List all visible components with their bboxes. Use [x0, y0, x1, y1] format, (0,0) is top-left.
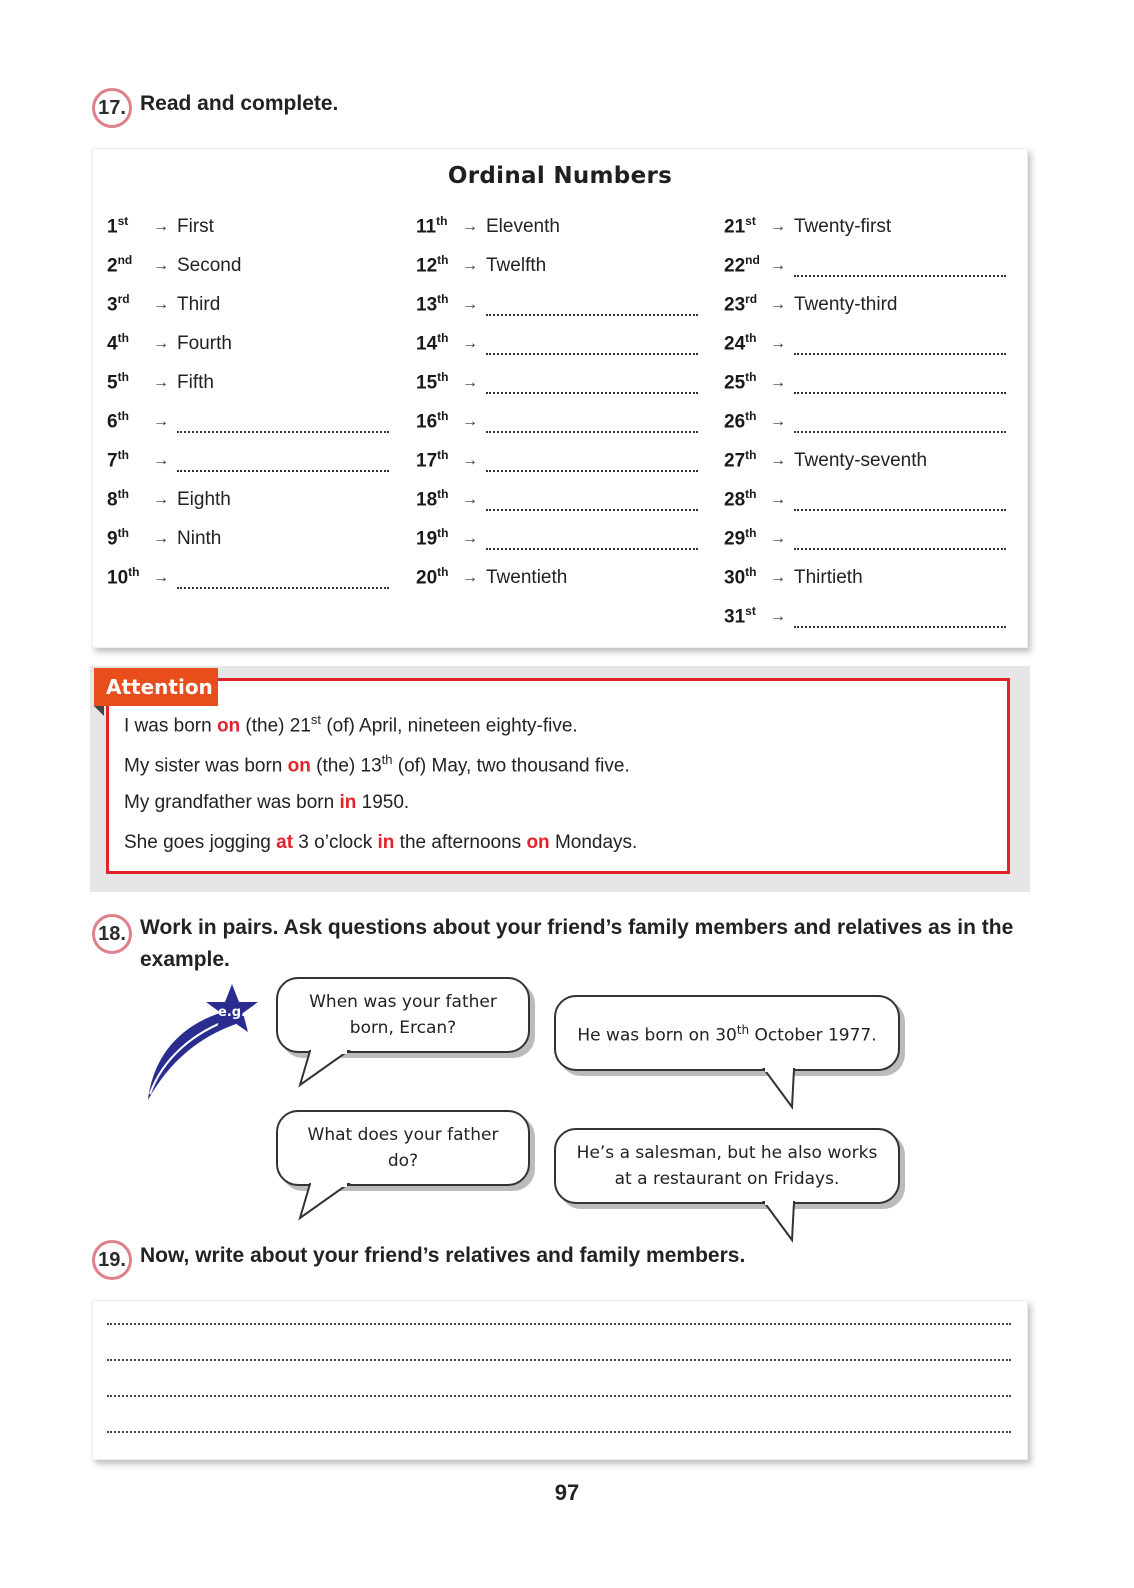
exercise-number-badge: 17. [92, 88, 132, 128]
arrow-icon: → [462, 334, 478, 352]
arrow-icon: → [770, 529, 786, 547]
ordinal-number: 20th [416, 565, 449, 589]
ordinal-number: 22nd [724, 253, 760, 277]
ordinal-number: 13th [416, 292, 449, 316]
arrow-icon: → [153, 334, 169, 352]
ordinal-number: 3rd [107, 292, 130, 316]
ordinal-number: 10th [107, 565, 140, 589]
ordinal-row [724, 324, 1006, 363]
ordinal-row [416, 480, 698, 519]
ordinal-number: 14th [416, 331, 449, 355]
ordinal-blank[interactable] [794, 612, 1006, 628]
ordinal-word: Third [177, 293, 221, 315]
ordinal-blank[interactable] [794, 417, 1006, 433]
ordinal-row [416, 324, 698, 363]
ordinal-row [107, 558, 389, 597]
ordinal-word: Eleventh [486, 215, 560, 237]
ordinal-blank[interactable] [486, 534, 698, 550]
speech-bubble-question-2 [276, 1110, 530, 1186]
ordinal-row [107, 441, 389, 480]
arrow-icon: → [153, 451, 169, 469]
ordinal-blank[interactable] [486, 417, 698, 433]
arrow-icon: → [770, 607, 786, 625]
attention-line-1: I was born on (the) 21st (of) April, nineteen eighty-five. [124, 712, 578, 737]
arrow-icon: → [153, 373, 169, 391]
ordinal-number: 21st [724, 214, 756, 238]
ordinal-blank[interactable] [794, 495, 1006, 511]
ordinal-row [724, 597, 1006, 636]
ordinal-blank[interactable] [794, 534, 1006, 550]
ordinal-row [724, 207, 1006, 246]
arrow-icon: → [770, 412, 786, 430]
arrow-icon: → [770, 490, 786, 508]
ordinal-row [416, 207, 698, 246]
arrow-icon: → [462, 412, 478, 430]
ordinal-word: Twenty-first [794, 215, 892, 237]
ordinal-column-1 [107, 207, 389, 597]
ordinal-row [724, 558, 1006, 597]
ordinal-number: 2nd [107, 253, 133, 277]
ordinal-row [724, 285, 1006, 324]
writing-line[interactable] [107, 1431, 1011, 1433]
ordinal-blank[interactable] [794, 339, 1006, 355]
arrow-icon: → [770, 568, 786, 586]
ordinal-number: 15th [416, 370, 449, 394]
exercise-number-badge: 18. [92, 914, 132, 954]
arrow-icon: → [462, 490, 478, 508]
example-star-icon [144, 982, 260, 1102]
writing-line[interactable] [107, 1359, 1011, 1361]
ordinal-number: 9th [107, 526, 129, 550]
arrow-icon: → [770, 451, 786, 469]
ordinal-number: 27th [724, 448, 757, 472]
arrow-icon: → [153, 217, 169, 235]
arrow-icon: → [770, 217, 786, 235]
exercise-19-header [92, 1240, 745, 1280]
ordinal-blank[interactable] [486, 300, 698, 316]
ordinal-word: Thirtieth [794, 566, 863, 588]
ordinal-row [416, 519, 698, 558]
ordinal-row [416, 558, 698, 597]
ordinal-row [416, 441, 698, 480]
ordinal-blank[interactable] [794, 261, 1006, 277]
ordinal-number: 19th [416, 526, 449, 550]
writing-area[interactable] [92, 1300, 1028, 1460]
arrow-icon: → [153, 529, 169, 547]
ordinal-column-2 [416, 207, 698, 597]
ordinal-number: 18th [416, 487, 449, 511]
ordinal-number: 16th [416, 409, 449, 433]
arrow-icon: → [153, 568, 169, 586]
ordinal-number: 6th [107, 409, 129, 433]
ordinal-row [107, 480, 389, 519]
ordinal-blank[interactable] [486, 339, 698, 355]
arrow-icon: → [462, 451, 478, 469]
bubble-text: He’s a salesman, but he also works at a restaurant on Fridays. [576, 1143, 878, 1189]
attention-line-3: My grandfather was born in 1950. [124, 792, 410, 813]
ordinal-row [107, 324, 389, 363]
ordinal-blank[interactable] [177, 417, 389, 433]
bubble-tail [296, 1051, 356, 1087]
arrow-icon: → [462, 373, 478, 391]
ordinal-blank[interactable] [486, 495, 698, 511]
ordinal-row [724, 363, 1006, 402]
arrow-icon: → [462, 529, 478, 547]
ordinal-title: Ordinal Numbers [447, 163, 673, 189]
ordinal-row [724, 246, 1006, 285]
bubble-text: What does your father do? [307, 1125, 499, 1171]
ordinal-word: Twelfth [486, 254, 547, 276]
ordinal-row [416, 402, 698, 441]
ordinal-number: 25th [724, 370, 757, 394]
arrow-icon: → [153, 295, 169, 313]
arrow-icon: → [770, 256, 786, 274]
ordinal-blank[interactable] [177, 456, 389, 472]
ordinal-number: 12th [416, 253, 449, 277]
ordinal-blank[interactable] [794, 378, 1006, 394]
bubble-tail [756, 1069, 806, 1111]
arrow-icon: → [770, 334, 786, 352]
bubble-tail [756, 1202, 806, 1244]
ordinal-number: 29th [724, 526, 757, 550]
ordinal-row [724, 480, 1006, 519]
ordinal-word: Fourth [177, 332, 232, 354]
ordinal-row [107, 285, 389, 324]
ordinal-number: 26th [724, 409, 757, 433]
ordinal-row [416, 363, 698, 402]
ordinal-number: 23rd [724, 292, 758, 316]
bubble-text: When was your father born, Ercan? [309, 992, 497, 1038]
ordinal-blank[interactable] [486, 456, 698, 472]
ordinal-row [416, 246, 698, 285]
bubble-text: He was born on 30th October 1977. [577, 1023, 877, 1046]
ordinal-row [107, 402, 389, 441]
ordinal-number: 4th [107, 331, 129, 355]
exercise-18-header [92, 912, 1040, 976]
ordinal-number: 8th [107, 487, 129, 511]
attention-tab-fold [94, 706, 104, 716]
ordinal-row [107, 363, 389, 402]
speech-bubble-answer-1 [554, 995, 900, 1071]
arrow-icon: → [153, 412, 169, 430]
arrow-icon: → [462, 256, 478, 274]
arrow-icon: → [462, 217, 478, 235]
ordinal-word: Second [177, 254, 242, 276]
ordinal-row [724, 402, 1006, 441]
ordinal-numbers-box [92, 148, 1028, 648]
arrow-icon: → [770, 295, 786, 313]
arrow-icon: → [153, 490, 169, 508]
ordinal-word: First [177, 215, 214, 237]
ordinal-row [107, 207, 389, 246]
ordinal-word: Ninth [177, 527, 222, 549]
ordinal-word: Twentieth [486, 566, 568, 588]
attention-line-4: She goes jogging at 3 o’clock in the afternoons on Mondays. [124, 832, 638, 853]
arrow-icon: → [770, 373, 786, 391]
ordinal-word: Fifth [177, 371, 214, 393]
ordinal-column-3 [724, 207, 1006, 636]
ordinal-word: Eighth [177, 488, 231, 510]
ordinal-blank[interactable] [177, 573, 389, 589]
exercise-title: Read and complete. [140, 92, 339, 115]
ordinal-row [724, 519, 1006, 558]
arrow-icon: → [153, 256, 169, 274]
ordinal-number: 24th [724, 331, 757, 355]
writing-line[interactable] [107, 1395, 1011, 1397]
speech-bubble-answer-2 [554, 1128, 900, 1204]
exercise-title: Now, write about your friend’s relatives and family members. [140, 1244, 746, 1267]
exercise-title: Work in pairs. Ask questions about your friend’s family members and relatives as in the example. [140, 916, 1014, 971]
ordinal-blank[interactable] [486, 378, 698, 394]
arrow-icon: → [462, 568, 478, 586]
attention-label: Attention [94, 668, 218, 706]
ordinal-row [724, 441, 1006, 480]
ordinal-number: 28th [724, 487, 757, 511]
ordinal-number: 17th [416, 448, 449, 472]
ordinal-word: Twenty-seventh [794, 449, 928, 471]
ordinal-number: 11th [416, 214, 448, 238]
exercise-17-header [92, 88, 338, 128]
ordinal-row [107, 519, 389, 558]
ordinal-number: 1st [107, 214, 129, 238]
bubble-tail [296, 1184, 356, 1220]
writing-line[interactable] [107, 1323, 1011, 1325]
example-badge-text: e.g. [218, 1005, 246, 1020]
ordinal-number: 5th [107, 370, 129, 394]
ordinal-number: 30th [724, 565, 757, 589]
ordinal-number: 31st [724, 604, 756, 628]
ordinal-row [107, 246, 389, 285]
arrow-icon: → [462, 295, 478, 313]
ordinal-row [416, 285, 698, 324]
ordinal-number: 7th [107, 448, 129, 472]
speech-bubble-question-1 [276, 977, 530, 1053]
exercise-number-badge: 19. [92, 1240, 132, 1280]
attention-line-2: My sister was born on (the) 13th (of) May, two thousand five. [124, 752, 630, 777]
page-number: 97 [554, 1480, 580, 1505]
ordinal-word: Twenty-third [794, 293, 898, 315]
